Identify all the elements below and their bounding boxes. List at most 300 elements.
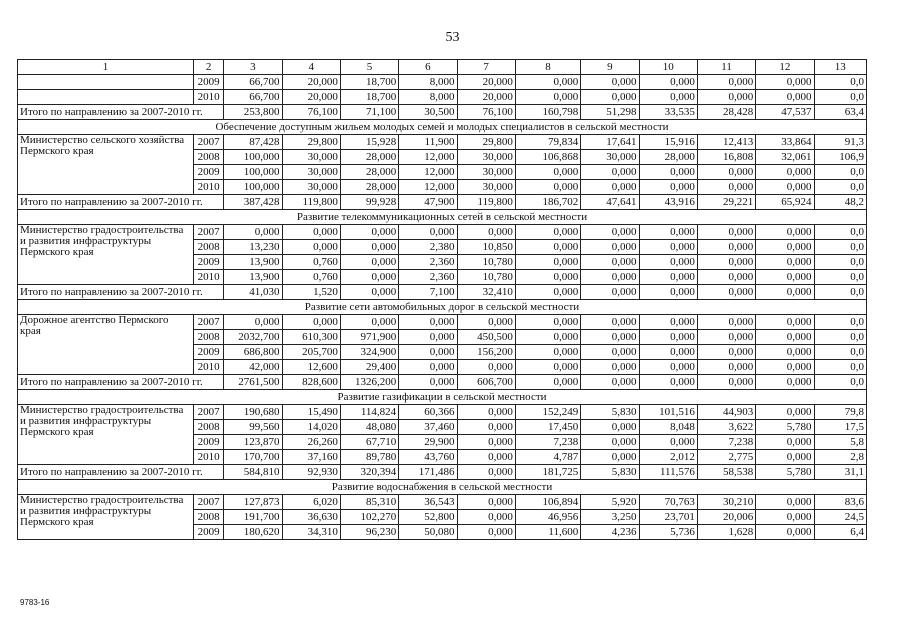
value-cell: 2,775	[697, 450, 755, 465]
value-cell: 5,8	[814, 435, 866, 450]
total-value-cell: 76,100	[457, 105, 515, 120]
value-cell: 2,8	[814, 450, 866, 465]
value-cell: 205,700	[282, 345, 340, 360]
value-cell: 0,000	[224, 225, 282, 240]
value-cell: 83,6	[814, 495, 866, 510]
value-cell: 20,000	[282, 75, 340, 90]
section-title: Развитие газификации в сельской местности	[18, 390, 867, 405]
value-cell: 48,080	[340, 420, 398, 435]
value-cell: 12,000	[399, 180, 457, 195]
value-cell: 0,000	[399, 225, 457, 240]
value-cell: 0,000	[515, 330, 580, 345]
value-cell: 0,0	[814, 90, 866, 105]
year-cell: 2009	[194, 345, 224, 360]
section-title: Развитие сети автомобильных дорог в сельской местности	[18, 300, 867, 315]
value-cell: 100,000	[224, 150, 282, 165]
value-cell: 0,000	[399, 315, 457, 330]
total-value-cell: 92,930	[282, 465, 340, 480]
value-cell: 170,700	[224, 450, 282, 465]
value-cell: 0,000	[457, 450, 515, 465]
value-cell: 0,000	[457, 405, 515, 420]
total-value-cell: 119,800	[282, 195, 340, 210]
value-cell: 0,000	[515, 165, 580, 180]
value-cell: 89,780	[340, 450, 398, 465]
value-cell: 7,238	[697, 435, 755, 450]
value-cell: 14,020	[282, 420, 340, 435]
value-cell: 0,000	[697, 165, 755, 180]
total-value-cell: 111,576	[639, 465, 697, 480]
value-cell: 0,0	[814, 240, 866, 255]
column-number-header: 12	[756, 60, 814, 75]
value-cell: 37,460	[399, 420, 457, 435]
year-cell: 2009	[194, 75, 224, 90]
value-cell: 0,000	[515, 315, 580, 330]
value-cell: 0,000	[639, 435, 697, 450]
value-cell: 8,000	[399, 75, 457, 90]
total-value-cell: 99,928	[340, 195, 398, 210]
value-cell: 13,230	[224, 240, 282, 255]
value-cell: 15,490	[282, 405, 340, 420]
value-cell: 36,630	[282, 510, 340, 525]
value-cell: 0,000	[639, 240, 697, 255]
total-value-cell: 29,221	[697, 195, 755, 210]
value-cell: 0,000	[639, 90, 697, 105]
total-value-cell: 1,520	[282, 285, 340, 300]
value-cell: 0,000	[581, 240, 639, 255]
section-title-row	[18, 210, 867, 225]
value-cell: 10,850	[457, 240, 515, 255]
column-number-header: 11	[697, 60, 755, 75]
value-cell: 5,830	[581, 405, 639, 420]
value-cell: 0,000	[697, 180, 755, 195]
value-cell: 96,230	[340, 525, 398, 540]
value-cell: 2,380	[399, 240, 457, 255]
column-number-header: 10	[639, 60, 697, 75]
total-value-cell: 0,000	[756, 375, 814, 390]
value-cell: 0,000	[639, 345, 697, 360]
value-cell: 0,000	[340, 240, 398, 255]
value-cell: 0,000	[581, 315, 639, 330]
total-value-cell: 0,000	[515, 375, 580, 390]
total-value-cell: 584,810	[224, 465, 282, 480]
value-cell: 0,000	[581, 435, 639, 450]
value-cell: 0,000	[457, 225, 515, 240]
table-row	[18, 75, 867, 90]
value-cell: 190,680	[224, 405, 282, 420]
value-cell: 30,000	[282, 150, 340, 165]
value-cell: 50,080	[399, 525, 457, 540]
total-label: Итого по направлению за 2007-2010 гг.	[18, 465, 224, 480]
section-title-row	[18, 300, 867, 315]
total-value-cell: 7,100	[399, 285, 457, 300]
total-value-cell: 0,0	[814, 285, 866, 300]
total-value-cell: 828,600	[282, 375, 340, 390]
value-cell: 0,000	[515, 240, 580, 255]
value-cell: 8,000	[399, 90, 457, 105]
value-cell: 0,000	[515, 225, 580, 240]
table-row	[18, 225, 867, 240]
value-cell: 191,700	[224, 510, 282, 525]
total-value-cell: 32,410	[457, 285, 515, 300]
value-cell: 0,000	[457, 495, 515, 510]
table-row	[18, 315, 867, 330]
value-cell: 0,000	[697, 255, 755, 270]
value-cell: 0,0	[814, 330, 866, 345]
total-row	[18, 285, 867, 300]
value-cell: 2,360	[399, 270, 457, 285]
year-cell: 2007	[194, 405, 224, 420]
value-cell: 0,000	[399, 345, 457, 360]
value-cell: 46,956	[515, 510, 580, 525]
value-cell: 0,0	[814, 315, 866, 330]
org-cell	[18, 90, 194, 105]
total-value-cell: 171,486	[399, 465, 457, 480]
value-cell: 70,763	[639, 495, 697, 510]
table-row	[18, 135, 867, 150]
total-value-cell: 63,4	[814, 105, 866, 120]
value-cell: 324,900	[340, 345, 398, 360]
year-cell: 2009	[194, 525, 224, 540]
value-cell: 0,000	[639, 315, 697, 330]
value-cell: 1,628	[697, 525, 755, 540]
value-cell: 5,920	[581, 495, 639, 510]
value-cell: 0,000	[697, 360, 755, 375]
value-cell: 610,300	[282, 330, 340, 345]
value-cell: 0,000	[697, 90, 755, 105]
value-cell: 0,000	[282, 225, 340, 240]
value-cell: 99,560	[224, 420, 282, 435]
value-cell: 0,000	[697, 225, 755, 240]
value-cell: 66,700	[224, 75, 282, 90]
value-cell: 156,200	[457, 345, 515, 360]
value-cell: 0,000	[756, 495, 814, 510]
value-cell: 0,000	[457, 315, 515, 330]
value-cell: 15,928	[340, 135, 398, 150]
total-value-cell: 0,0	[814, 375, 866, 390]
value-cell: 30,000	[457, 165, 515, 180]
value-cell: 106,9	[814, 150, 866, 165]
value-cell: 0,000	[457, 525, 515, 540]
value-cell: 0,000	[639, 255, 697, 270]
value-cell: 0,760	[282, 270, 340, 285]
value-cell: 28,000	[340, 150, 398, 165]
value-cell: 0,000	[340, 270, 398, 285]
value-cell: 29,800	[282, 135, 340, 150]
value-cell: 0,000	[639, 225, 697, 240]
value-cell: 0,000	[639, 180, 697, 195]
year-cell: 2009	[194, 255, 224, 270]
value-cell: 85,310	[340, 495, 398, 510]
value-cell: 971,900	[340, 330, 398, 345]
total-value-cell: 1326,200	[340, 375, 398, 390]
total-value-cell: 47,641	[581, 195, 639, 210]
value-cell: 2,012	[639, 450, 697, 465]
section-title-row	[18, 120, 867, 135]
total-label: Итого по направлению за 2007-2010 гг.	[18, 105, 224, 120]
value-cell: 0,000	[457, 360, 515, 375]
total-value-cell: 30,500	[399, 105, 457, 120]
value-cell: 106,894	[515, 495, 580, 510]
total-row	[18, 105, 867, 120]
value-cell: 24,5	[814, 510, 866, 525]
total-value-cell: 0,000	[697, 285, 755, 300]
value-cell: 42,000	[224, 360, 282, 375]
column-number-header: 8	[515, 60, 580, 75]
value-cell: 16,808	[697, 150, 755, 165]
org-cell: Министерство градостроительства и развития инфраструктуры Пермского края	[18, 495, 194, 540]
value-cell: 20,006	[697, 510, 755, 525]
value-cell: 0,000	[581, 225, 639, 240]
value-cell: 29,400	[340, 360, 398, 375]
value-cell: 30,000	[581, 150, 639, 165]
value-cell: 6,4	[814, 525, 866, 540]
page-number: 53	[445, 30, 460, 45]
year-cell: 2007	[194, 495, 224, 510]
value-cell: 0,000	[515, 180, 580, 195]
value-cell: 11,600	[515, 525, 580, 540]
value-cell: 123,870	[224, 435, 282, 450]
year-cell: 2010	[194, 270, 224, 285]
value-cell: 87,428	[224, 135, 282, 150]
value-cell: 0,000	[224, 315, 282, 330]
value-cell: 30,210	[697, 495, 755, 510]
value-cell: 0,0	[814, 165, 866, 180]
value-cell: 29,900	[399, 435, 457, 450]
total-value-cell: 0,000	[581, 375, 639, 390]
value-cell: 0,000	[756, 75, 814, 90]
value-cell: 60,366	[399, 405, 457, 420]
value-cell: 7,238	[515, 435, 580, 450]
total-value-cell: 71,100	[340, 105, 398, 120]
total-value-cell: 5,830	[581, 465, 639, 480]
value-cell: 0,000	[581, 420, 639, 435]
value-cell: 4,236	[581, 525, 639, 540]
section-title-row	[18, 390, 867, 405]
value-cell: 33,864	[756, 135, 814, 150]
total-label: Итого по направлению за 2007-2010 гг.	[18, 285, 224, 300]
total-value-cell: 51,298	[581, 105, 639, 120]
total-row	[18, 465, 867, 480]
value-cell: 0,000	[639, 360, 697, 375]
value-cell: 17,450	[515, 420, 580, 435]
value-cell: 67,710	[340, 435, 398, 450]
value-cell: 450,500	[457, 330, 515, 345]
value-cell: 152,249	[515, 405, 580, 420]
column-number-header: 6	[399, 60, 457, 75]
year-cell: 2010	[194, 450, 224, 465]
value-cell: 0,000	[697, 270, 755, 285]
value-cell: 0,000	[340, 225, 398, 240]
value-cell: 3,250	[581, 510, 639, 525]
value-cell: 0,000	[515, 255, 580, 270]
value-cell: 43,760	[399, 450, 457, 465]
value-cell: 3,622	[697, 420, 755, 435]
value-cell: 0,000	[756, 90, 814, 105]
column-number-header: 4	[282, 60, 340, 75]
value-cell: 180,620	[224, 525, 282, 540]
value-cell: 20,000	[282, 90, 340, 105]
value-cell: 0,0	[814, 360, 866, 375]
value-cell: 4,787	[515, 450, 580, 465]
column-number-header: 9	[581, 60, 639, 75]
value-cell: 18,700	[340, 90, 398, 105]
value-cell: 0,000	[340, 255, 398, 270]
value-cell: 30,000	[457, 180, 515, 195]
value-cell: 0,000	[697, 330, 755, 345]
total-value-cell: 65,924	[756, 195, 814, 210]
value-cell: 0,000	[756, 165, 814, 180]
value-cell: 106,868	[515, 150, 580, 165]
total-label: Итого по направлению за 2007-2010 гг.	[18, 195, 224, 210]
year-cell: 2010	[194, 360, 224, 375]
total-value-cell: 47,900	[399, 195, 457, 210]
value-cell: 0,000	[515, 360, 580, 375]
year-cell: 2008	[194, 330, 224, 345]
value-cell: 12,000	[399, 150, 457, 165]
total-value-cell: 43,916	[639, 195, 697, 210]
table-row	[18, 495, 867, 510]
value-cell: 0,000	[756, 525, 814, 540]
value-cell: 0,000	[639, 270, 697, 285]
value-cell: 114,824	[340, 405, 398, 420]
value-cell: 0,000	[756, 360, 814, 375]
value-cell: 0,0	[814, 345, 866, 360]
value-cell: 101,516	[639, 405, 697, 420]
value-cell: 44,903	[697, 405, 755, 420]
value-cell: 18,700	[340, 75, 398, 90]
value-cell: 0,000	[581, 345, 639, 360]
org-cell: Дорожное агентство Пермского края	[18, 315, 194, 375]
value-cell: 0,000	[457, 420, 515, 435]
total-value-cell: 33,535	[639, 105, 697, 120]
total-value-cell: 0,000	[581, 285, 639, 300]
value-cell: 0,000	[639, 165, 697, 180]
value-cell: 10,780	[457, 255, 515, 270]
value-cell: 0,000	[756, 240, 814, 255]
total-row	[18, 195, 867, 210]
value-cell: 0,000	[581, 75, 639, 90]
total-value-cell: 181,725	[515, 465, 580, 480]
total-value-cell: 41,030	[224, 285, 282, 300]
year-cell: 2009	[194, 165, 224, 180]
section-title: Обеспечение доступным жильем молодых семей и молодых специалистов в сельской местности	[18, 120, 867, 135]
value-cell: 28,000	[340, 165, 398, 180]
value-cell: 23,701	[639, 510, 697, 525]
value-cell: 0,000	[697, 75, 755, 90]
total-value-cell: 160,798	[515, 105, 580, 120]
value-cell: 29,800	[457, 135, 515, 150]
value-cell: 0,000	[581, 450, 639, 465]
column-number-row	[18, 60, 867, 75]
value-cell: 0,000	[756, 405, 814, 420]
value-cell: 0,000	[457, 435, 515, 450]
value-cell: 20,000	[457, 90, 515, 105]
value-cell: 0,0	[814, 75, 866, 90]
total-value-cell: 28,428	[697, 105, 755, 120]
value-cell: 0,000	[581, 255, 639, 270]
value-cell: 0,760	[282, 255, 340, 270]
value-cell: 5,736	[639, 525, 697, 540]
value-cell: 0,000	[515, 270, 580, 285]
value-cell: 0,000	[756, 330, 814, 345]
value-cell: 0,000	[515, 75, 580, 90]
value-cell: 0,000	[756, 450, 814, 465]
value-cell: 12,000	[399, 165, 457, 180]
value-cell: 0,000	[697, 315, 755, 330]
value-cell: 12,600	[282, 360, 340, 375]
value-cell: 34,310	[282, 525, 340, 540]
value-cell: 0,000	[756, 180, 814, 195]
value-cell: 66,700	[224, 90, 282, 105]
total-value-cell: 5,780	[756, 465, 814, 480]
value-cell: 79,8	[814, 405, 866, 420]
value-cell: 0,000	[756, 510, 814, 525]
total-value-cell: 253,800	[224, 105, 282, 120]
value-cell: 100,000	[224, 180, 282, 195]
total-value-cell: 0,000	[756, 285, 814, 300]
value-cell: 0,000	[756, 225, 814, 240]
value-cell: 15,916	[639, 135, 697, 150]
org-cell: Министерство сельского хозяйства Пермского края	[18, 135, 194, 195]
total-value-cell: 0,000	[457, 465, 515, 480]
value-cell: 30,000	[282, 165, 340, 180]
total-value-cell: 606,700	[457, 375, 515, 390]
total-value-cell: 76,100	[282, 105, 340, 120]
value-cell: 0,000	[639, 75, 697, 90]
value-cell: 0,000	[581, 165, 639, 180]
value-cell: 0,000	[515, 345, 580, 360]
table-row	[18, 90, 867, 105]
value-cell: 0,000	[457, 510, 515, 525]
value-cell: 20,000	[457, 75, 515, 90]
budget-table	[17, 59, 867, 540]
year-cell: 2007	[194, 315, 224, 330]
year-cell: 2009	[194, 435, 224, 450]
value-cell: 36,543	[399, 495, 457, 510]
value-cell: 0,000	[697, 345, 755, 360]
value-cell: 0,000	[581, 90, 639, 105]
column-number-header: 2	[194, 60, 224, 75]
value-cell: 8,048	[639, 420, 697, 435]
value-cell: 17,641	[581, 135, 639, 150]
value-cell: 0,000	[697, 240, 755, 255]
total-value-cell: 119,800	[457, 195, 515, 210]
value-cell: 127,873	[224, 495, 282, 510]
total-value-cell: 48,2	[814, 195, 866, 210]
value-cell: 32,061	[756, 150, 814, 165]
value-cell: 0,0	[814, 255, 866, 270]
value-cell: 0,000	[399, 360, 457, 375]
value-cell: 13,900	[224, 255, 282, 270]
section-title-row	[18, 480, 867, 495]
value-cell: 0,000	[639, 330, 697, 345]
value-cell: 0,000	[756, 345, 814, 360]
org-cell	[18, 75, 194, 90]
total-value-cell: 58,538	[697, 465, 755, 480]
value-cell: 100,000	[224, 165, 282, 180]
value-cell: 0,000	[581, 270, 639, 285]
value-cell: 91,3	[814, 135, 866, 150]
value-cell: 0,000	[399, 330, 457, 345]
column-number-header: 5	[340, 60, 398, 75]
value-cell: 0,000	[282, 315, 340, 330]
column-number-header: 7	[457, 60, 515, 75]
total-value-cell: 320,394	[340, 465, 398, 480]
column-number-header: 3	[224, 60, 282, 75]
value-cell: 0,000	[756, 270, 814, 285]
total-label: Итого по направлению за 2007-2010 гг.	[18, 375, 224, 390]
total-value-cell: 31,1	[814, 465, 866, 480]
